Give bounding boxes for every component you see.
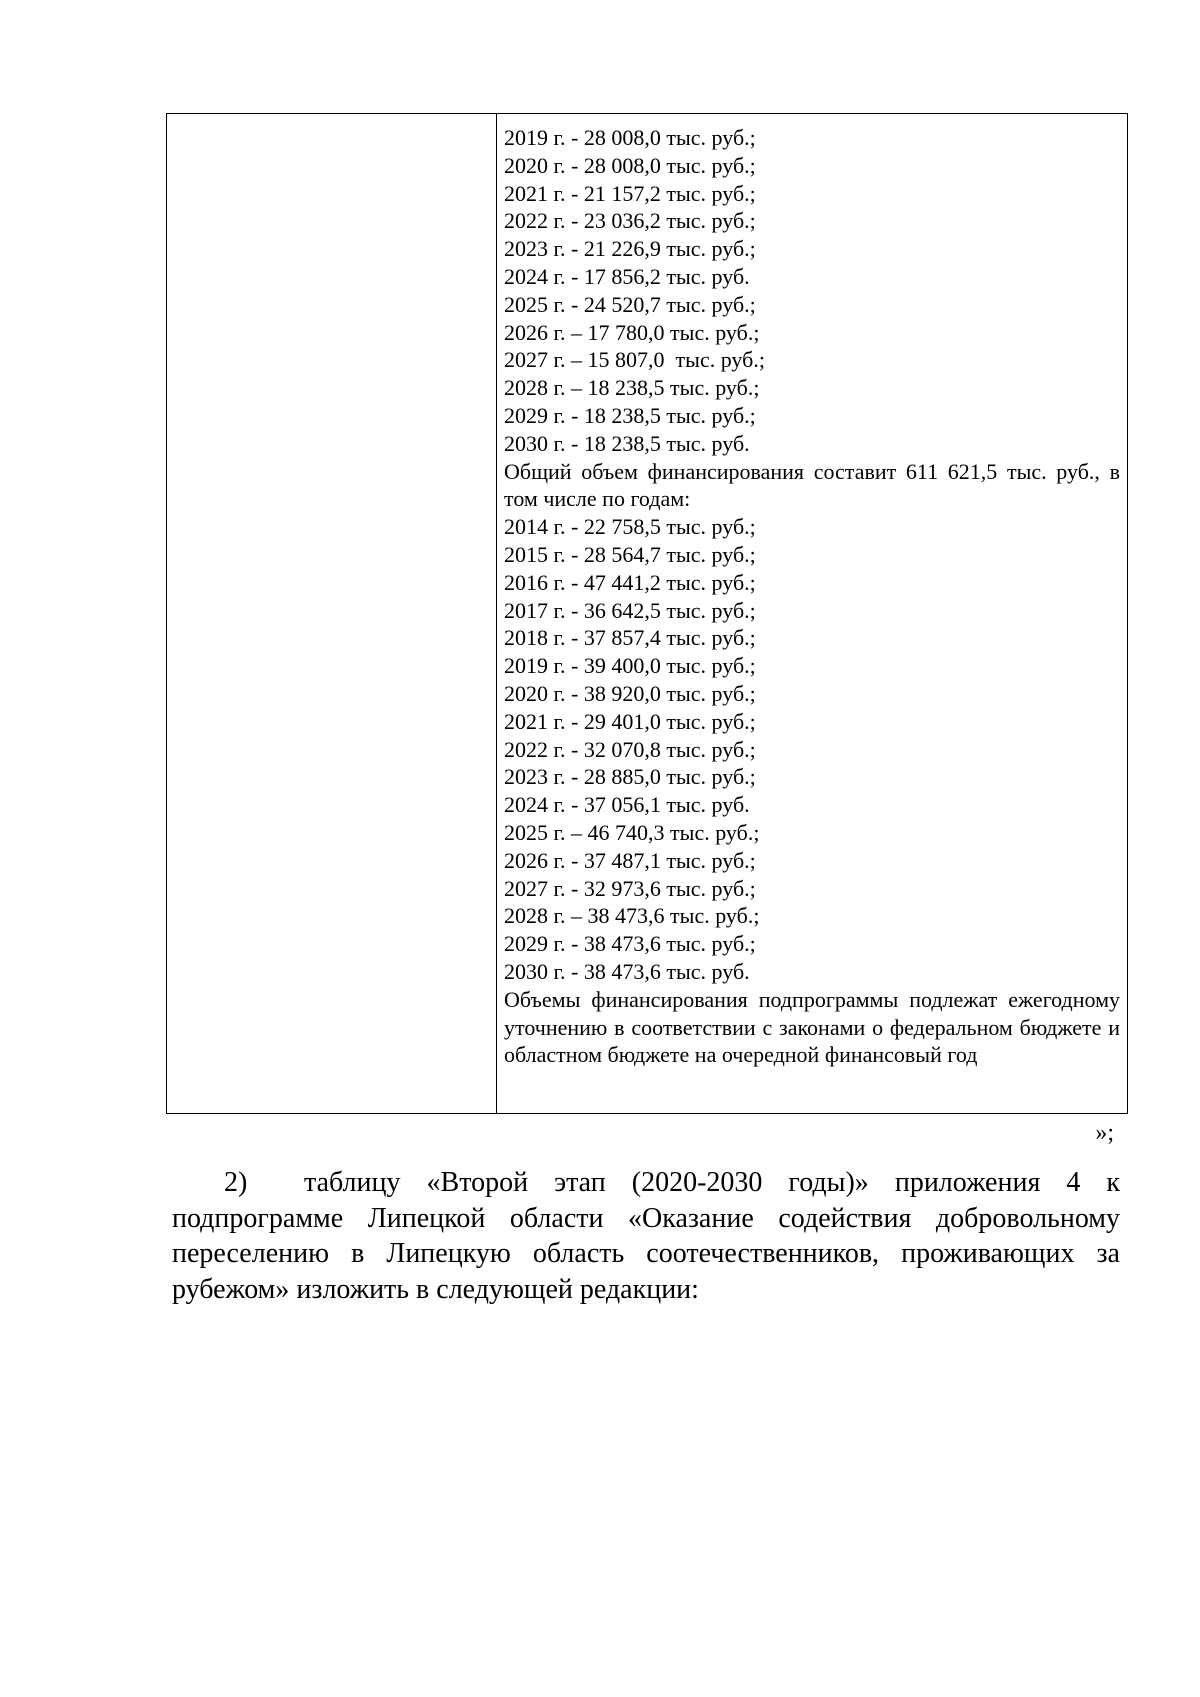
financing-line: 2018 г. - 37 857,4 тыс. руб.; bbox=[504, 625, 756, 651]
financing-line: 2024 г. - 17 856,2 тыс. руб. bbox=[504, 263, 750, 289]
table-right-cell bbox=[504, 124, 1120, 1069]
financing-line: 2016 г. - 47 441,2 тыс. руб.; bbox=[504, 569, 756, 595]
financing-table bbox=[166, 113, 1128, 1114]
financing-line: 2020 г. - 38 920,0 тыс. руб.; bbox=[504, 680, 756, 706]
financing-line: 2017 г. - 36 642,5 тыс. руб.; bbox=[504, 597, 756, 623]
financing-line: 2021 г. - 21 157,2 тыс. руб.; bbox=[504, 180, 756, 206]
financing-line: 2023 г. - 28 885,0 тыс. руб.; bbox=[504, 764, 756, 790]
financing-line: 2015 г. - 28 564,7 тыс. руб.; bbox=[504, 541, 756, 567]
financing-note: Объемы финансирования подпрограммы подлежат ежегодному уточнению в соответствии с законами о федеральном бюджете и областном бюджете на очередной финансовый год bbox=[504, 986, 1120, 1068]
financing-line: 2029 г. - 38 473,6 тыс. руб.; bbox=[504, 931, 756, 957]
financing-line: 2027 г. - 32 973,6 тыс. руб.; bbox=[504, 875, 756, 901]
financing-line: 2022 г. - 32 070,8 тыс. руб.; bbox=[504, 736, 756, 762]
financing-line: 2025 г. – 46 740,3 тыс. руб.; bbox=[504, 819, 760, 845]
financing-line: 2026 г. - 37 487,1 тыс. руб.; bbox=[504, 847, 756, 873]
financing-line: 2030 г. - 18 238,5 тыс. руб. bbox=[504, 430, 750, 456]
financing-line: 2021 г. - 29 401,0 тыс. руб.; bbox=[504, 708, 756, 734]
amendment-paragraph bbox=[172, 1165, 1120, 1307]
financing-line: 2029 г. - 18 238,5 тыс. руб.; bbox=[504, 402, 756, 428]
paragraph-number: 2) bbox=[224, 1167, 248, 1198]
financing-line: 2023 г. - 21 226,9 тыс. руб.; bbox=[504, 236, 756, 262]
paragraph-text: таблицу «Второй этап (2020-2030 годы)» приложения 4 к подпрограмме Липецкой области «Оказание содействия добровольному переселению в Липецкую область соотечественников, проживающих за рубежом» изложить в следующей редакции: bbox=[172, 1167, 1120, 1305]
financing-line: 2014 г. - 22 758,5 тыс. руб.; bbox=[504, 514, 756, 540]
financing-line: 2019 г. - 28 008,0 тыс. руб.; bbox=[504, 125, 756, 150]
total-financing-intro: Общий объем финансирования составит 611 621,5 тыс. руб., в том числе по годам: bbox=[504, 458, 1120, 512]
financing-line: 2022 г. - 23 036,2 тыс. руб.; bbox=[504, 208, 756, 234]
financing-line: 2026 г. – 17 780,0 тыс. руб.; bbox=[504, 319, 760, 345]
financing-line: 2027 г. – 15 807,0 тыс. руб.; bbox=[504, 347, 765, 373]
closing-quote: »; bbox=[1095, 1120, 1114, 1146]
financing-lines-part1 bbox=[504, 124, 1120, 458]
financing-line: 2030 г. - 38 473,6 тыс. руб. bbox=[504, 958, 750, 984]
financing-line: 2025 г. - 24 520,7 тыс. руб.; bbox=[504, 291, 756, 317]
financing-lines-part2 bbox=[504, 513, 1120, 986]
financing-line: 2024 г. - 37 056,1 тыс. руб. bbox=[504, 792, 750, 818]
financing-line: 2020 г. - 28 008,0 тыс. руб.; bbox=[504, 152, 756, 178]
financing-line: 2028 г. – 38 473,6 тыс. руб.; bbox=[504, 903, 760, 929]
table-column-divider bbox=[496, 114, 497, 1113]
financing-line: 2028 г. – 18 238,5 тыс. руб.; bbox=[504, 375, 760, 401]
financing-line: 2019 г. - 39 400,0 тыс. руб.; bbox=[504, 653, 756, 679]
